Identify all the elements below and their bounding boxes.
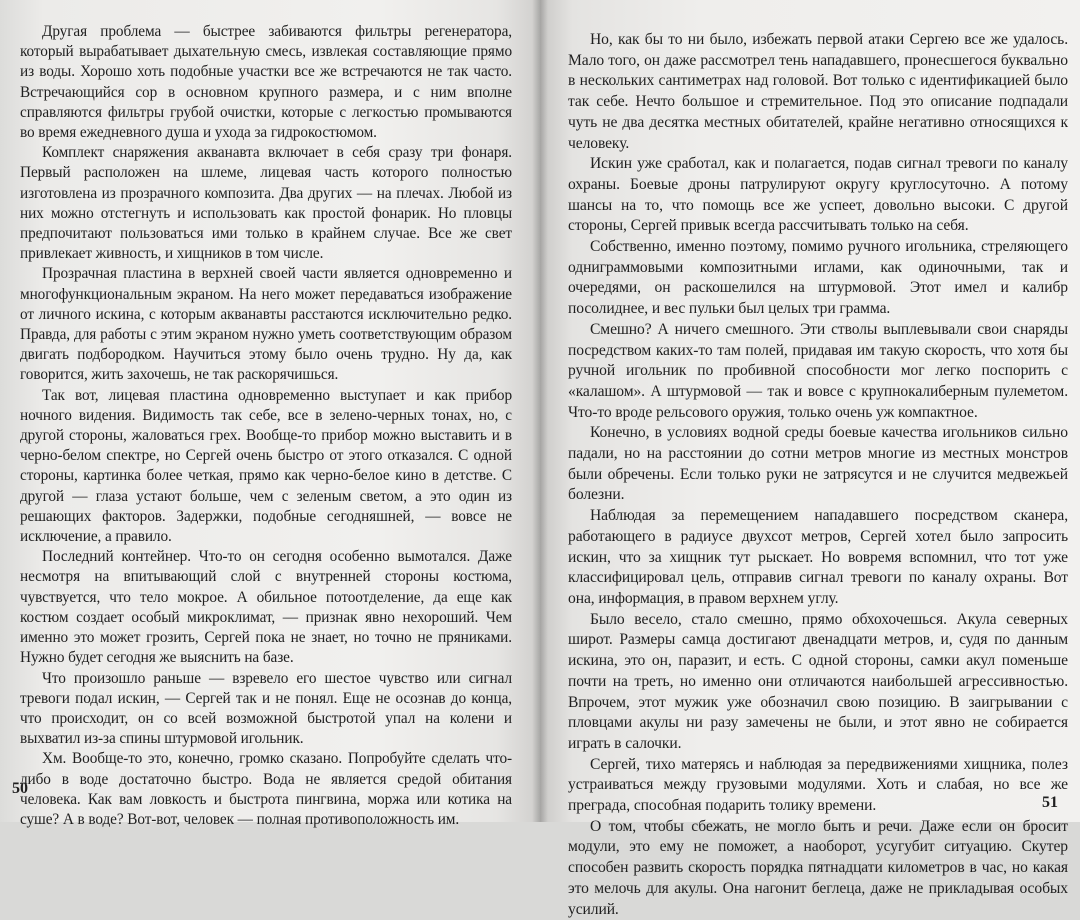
- paragraph: Но, как бы то ни было, избежать первой атаки Сергею все же удалось. Мало того, он даже рассмотрел тень нападавшего, пронесшегося буквально в нескольких сантиметрах над головой. Вот только с идентификацией было так себе. Нечто большое и стремительное. Под это описание подпадали чуть не два десятка местных обитателей, крайне негативно относящихся к человеку.: [568, 31, 1068, 152]
- paragraph: Искин уже сработал, как и полагается, подав сигнал тревоги по каналу охраны. Боевые дроны патрулируют округу круглосуточно. А потому шансы на то, что помощь все же успеет, довольно высоки. С другой стороны, Сергей привык всегда рассчитывать только на себя.: [568, 155, 1068, 235]
- left-page-text: [20, 22, 512, 830]
- paragraph: Что произошло раньше — взревело его шестое чувство или сигнал тревоги подал искин, — Сергей так и не понял. Еще не осознав до конца, что происходит, он со всей возможной быстротой упал на колени и выхватил из-за спины штурмовой игольник.: [20, 669, 512, 748]
- right-page-text: [568, 30, 1068, 920]
- paragraph: Прозрачная пластина в верхней своей части является одновременно и многофункциональным экраном. На него может передаваться изображение от личного искина, с которым акванавты расстаются исключительно редко. Правда, для работы с этим экраном нужно уметь соответствующим образом двигать подбородком. Научиться этому было очень трудно. Ну да, как говорится, жить захочешь, не так раскорячишься.: [20, 265, 512, 384]
- paragraph: Хм. Вообще-то это, конечно, громко сказано. Попробуйте сделать что-либо в воде достаточно быстро. Вода не является средой обитания человека. Как вам ловкость и быстрота пингвина, моржа или котика на суше? А в воде? Вот-вот, человек — полная противоположность им.: [20, 750, 512, 828]
- paragraph: Так вот, лицевая пластина одновременно выступает и как прибор ночного видения. Видимость так себе, все в зелено-черных тонах, но, с другой стороны, жаловаться грех. Вообще-то прибор можно выставить и в черно-белом спектре, но Сергей очень быстро от этого отказался. С одной стороны, картинка более четкая, прямо как черно-белое кино в детстве. С другой — глаза устают больше, чем с зеленым светом, а это один из решающих факторов. Задержки, подобные сегодняшней, — вовсе не исключение, а правило.: [20, 386, 512, 546]
- paragraph: Наблюдая за перемещением нападавшего посредством сканера, работающего в радиусе двухсот метров, Сергей хотел было запросить искин, что за хищник тут рыскает. Но вовремя вспомнил, что тот уже классифицировал цель, отправив сигнал тревоги по каналу охраны. Вот она, информация, в правом верхнем углу.: [568, 507, 1068, 607]
- page-number-left: 50: [12, 780, 28, 797]
- paragraph: Сергей, тихо матерясь и наблюдая за передвижениями хищника, полез устраиваться между грузовыми модулями. Хоть и слабая, но все же преграда, способная подарить толику времени.: [568, 755, 1068, 815]
- page-number-right: 51: [1042, 794, 1058, 811]
- paragraph: Комплект снаряжения акванавта включает в себя сразу три фонаря. Первый расположен на шлеме, лицевая часть которого полностью изготовлена из прозрачного композита. Два других — на плечах. Любой из них можно отстегнуть и использовать как простой фонарик. Но пловцы предпочитают пользоваться ими только в крайнем случае. Все же свет привлекает живность, и хищников в том числе.: [20, 144, 512, 263]
- paragraph: Смешно? А ничего смешного. Эти стволы выплевывали свои снаряды посредством каких-то там полей, придавая им такую скорость, что хотя бы ручной игольник по пробивной способности мог легко поспорить с «калашом». А штурмовой — так и вовсе с крупнокалиберным пулеметом. Что-то вроде рельсового оружия, только очень уж компактное.: [568, 320, 1068, 421]
- paragraph: Другая проблема — быстрее забиваются фильтры регенератора, который вырабатывает дыхательную смесь, извлекая составляющие прямо из воды. Хорошо хоть подобные участки все же встречаются не так часто. Встречающийся сор в основном крупного размера, и с ним вполне справляются фильтры грубой очистки, которые с легкостью промываются во время ежедневного душа и ухода за гидрокостюмом.: [20, 23, 512, 142]
- right-page: [540, 0, 1080, 918]
- paragraph: Было весело, стало смешно, прямо обхохочешься. Акула северных широт. Размеры самца достигают двенадцати метров, и, судя по данным искина, это он, паразит, и есть. С одной стороны, самки акул поменьше почти на треть, но именно они отличаются наибольшей агрессивностью. Впрочем, этот мужик уже обозначил свою позицию. В заигрывании с пловцами акулы ни разу замечены не были, и этот явно не собирается играть в салочки.: [568, 610, 1068, 752]
- paragraph: Последний контейнер. Что-то он сегодня особенно вымотался. Даже несмотря на впитывающий слой с внутренней стороны костюма, чувствуется, что тело мокрое. А обильное потоотделение, да еще как костюм создает особый микроклимат, — признак явно нехороший. Чем именно это может грозить, Сергей пока не знает, но точно не пряниками. Нужно будет сегодня же выяснить на базе.: [20, 548, 512, 667]
- paragraph: О том, чтобы сбежать, не могло быть и речи. Даже если он бросит модули, это ему не поможет, а наоборот, усугубит ситуацию. Скутер способен развить скорость порядка пятнадцати километров в час, но какая это мелочь для акулы. Она нагонит беглеца, даже не прикладывая особых усилий.: [568, 817, 1068, 918]
- paragraph: Конечно, в условиях водной среды боевые качества игольников сильно падали, но на расстоянии до сотни метров многие из местных монстров были обречены. Если только руки не затрясутся и не случится медвежьей болезни.: [568, 424, 1068, 504]
- paragraph: Собственно, именно поэтому, помимо ручного игольника, стреляющего одниграммовыми композитными иглами, как одиночными, так и очередями, он раскошелился на штурмовой. Этот имел и калибр посолиднее, и вес пульки был целых три грамма.: [568, 238, 1068, 318]
- left-page: [0, 0, 540, 828]
- book-gutter-shadow: [532, 0, 548, 822]
